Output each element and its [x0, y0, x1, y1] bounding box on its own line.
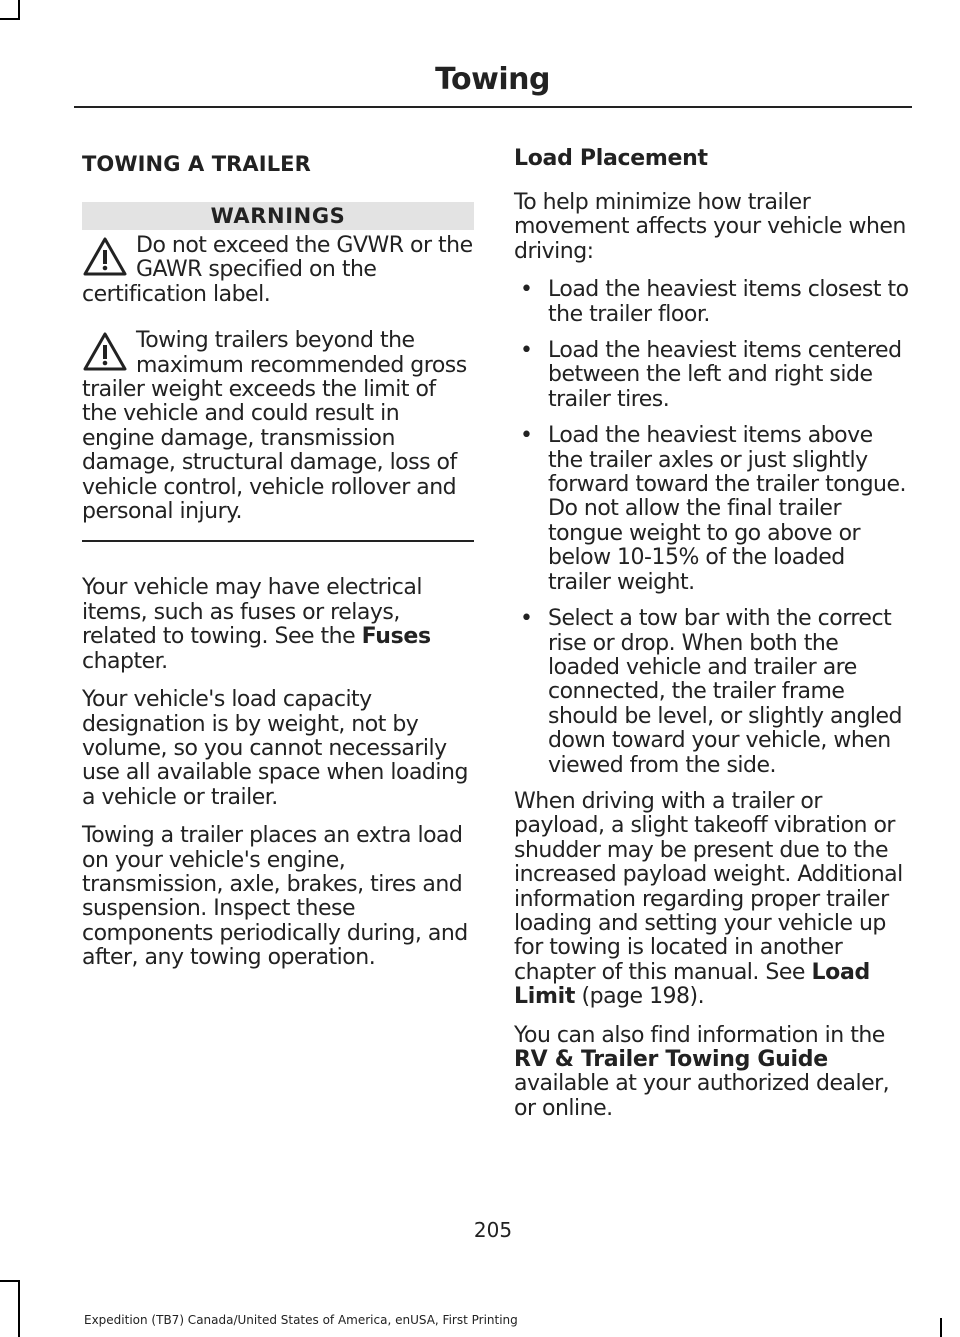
warnings-heading: WARNINGS [82, 202, 474, 230]
paragraph-extra-load: Towing a trailer places an extra load on your vehicle's engine, transmission, axle, brakes, tires and suspension. Inspect these components periodically during, and after, any towing operation. [82, 823, 468, 971]
load-limit-reference: Load Limit [514, 959, 870, 1010]
list-item: • Load the heaviest items centered between the left and right side trailer tires. [514, 339, 910, 412]
footer-text: Expedition (TB7) Canada/United States of America, enUSA, First Printing [84, 1313, 518, 1327]
crop-mark [18, 0, 20, 20]
towing-guide-reference: RV & Trailer Towing Guide [514, 1047, 828, 1072]
load-placement-title: Load Placement [514, 146, 708, 171]
load-placement-list [514, 278, 910, 778]
warning-text: Do not exceed the GVWR or the GAWR specified on the certification label. [82, 233, 473, 307]
crop-mark [940, 1318, 942, 1337]
list-item: • Select a tow bar with the correct rise or drop. When both the loaded vehicle and trailer are connected, the trailer frame should be level, or slightly angled down toward your vehicle, when viewed from the side. [514, 607, 910, 778]
load-placement-intro: To help minimize how trailer movement affects your vehicle when driving: [514, 190, 906, 264]
paragraph-load-capacity: Your vehicle's load capacity designation is by weight, not by volume, so you cannot necessarily use all available space when loading a vehicle or trailer. [82, 687, 468, 810]
paragraph-electrical: Your vehicle may have electrical items, such as fuses or relays, related to towing. See the Fuses chapter. [82, 575, 431, 674]
paragraph-vibration: When driving with a trailer or payload, a slight takeoff vibration or shudder may be present due to the increased payload weight. Additional information regarding proper trailer loading and setting your vehicle up for towing is located in another chapter of this manual. See Load Limit (page 198). [514, 788, 903, 1010]
page-header-title: Towing [435, 62, 550, 97]
warnings-divider [82, 540, 474, 542]
list-item: • Load the heaviest items closest to the trailer floor. [514, 278, 910, 327]
warning-item [82, 329, 474, 524]
warning-item [82, 234, 474, 307]
paragraph-towing-guide: You can also find information in the RV & Trailer Towing Guide available at your authorized dealer, or online. [514, 1022, 890, 1121]
page-number: 205 [473, 1218, 513, 1242]
warning-text: Towing trailers beyond the maximum recommended gross trailer weight exceeds the limit of the vehicle and could result in engine damage, transmission damage, structural damage, loss of vehicle control, vehicle rollover and personal injury. [82, 328, 467, 525]
header-rule [74, 106, 912, 108]
crop-mark [18, 1280, 20, 1337]
section-title: TOWING A TRAILER [82, 152, 311, 176]
fuses-reference: Fuses [361, 624, 431, 650]
crop-mark [0, 1280, 20, 1282]
warning-triangle-icon [82, 236, 128, 278]
crop-mark [0, 18, 20, 20]
right-column [514, 140, 910, 1135]
warning-triangle-icon [82, 331, 128, 373]
list-item: • Load the heaviest items above the trailer axles or just slightly forward toward the trailer tongue. Do not allow the final trailer tongue weight to go above or below 10-15% of the loaded trailer weight. [514, 424, 910, 595]
left-column [82, 140, 474, 985]
